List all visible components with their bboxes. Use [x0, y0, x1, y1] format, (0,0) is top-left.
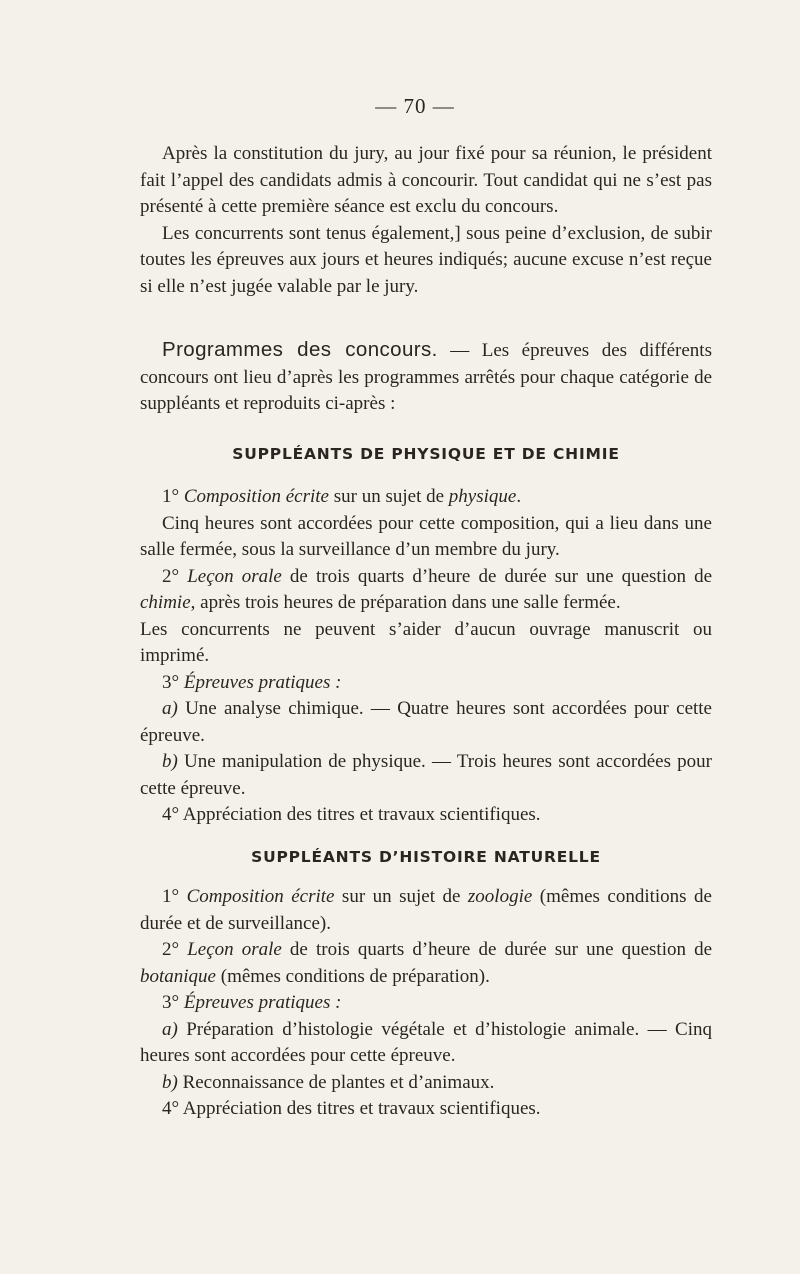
programmes-heading: Programmes des concours. — [162, 338, 438, 361]
s1-item-2: 2° Leçon orale de trois quarts d’heure de durée sur une question de chimie, après trois heures de préparation dans une salle fermée. — [140, 565, 713, 613]
s2-item-3a: a) Préparation d’histologie végétale et d’histologie animale. — Cinq heures sont accordées pour cette épreuve. — [140, 1018, 712, 1066]
section-title-histoire-naturelle: SUPPLÉANTS D’HISTOIRE NATURELLE — [251, 848, 601, 866]
s1-item-2-detail: Les concurrents ne peuvent s’aider d’aucun ouvrage manuscrit ou imprimé. — [140, 618, 712, 666]
s2-item-2: 2° Leçon orale de trois quarts d’heure de durée sur une question de botanique (mêmes conditions de préparation). — [140, 939, 713, 987]
s2-item-3b: b) Reconnaissance de plantes et d’animaux. — [162, 1071, 495, 1093]
s1-item-3a: a) Une analyse chimique. — Quatre heures sont accordées pour cette épreuve. — [140, 698, 712, 746]
programmes-block — [140, 337, 712, 418]
section-2-body — [140, 884, 712, 1123]
intro-block — [140, 141, 712, 300]
s1-item-3b: b) Une manipulation de physique. — Trois heures sont accordées pour cette épreuve. — [140, 751, 712, 799]
intro-paragraph-1: Après la constitution du jury, au jour fixé pour sa réunion, le président fait l’appel des candidats admis à concourir. Tout candidat qui ne s’est pas présenté à cette première séance est exclu du concours. — [140, 143, 712, 217]
intro-paragraph-2: Les concurrents sont tenus également,] sous peine d’exclusion, de subir toutes les épreuves aux jours et heures indiqués; aucune excuse n’est reçue si elle n’est jugée valable par le jury. — [140, 222, 712, 297]
s1-item-4: 4° Appréciation des titres et travaux scientifiques. — [162, 804, 541, 825]
page-number: — 70 — — [375, 94, 455, 118]
programmes-text: — Les épreuves des différents concours ont lieu d’après les programmes arrêtés pour chaque catégorie de suppléants et reproduits ci-après : — [140, 340, 712, 414]
programmes-paragraph — [140, 337, 712, 418]
s2-item-3: 3° Épreuves pratiques : — [162, 992, 342, 1013]
s1-item-1: 1° Composition écrite sur un sujet de physique. — [162, 486, 522, 507]
section-title-physique-chimie: SUPPLÉANTS DE PHYSIQUE ET DE CHIMIE — [232, 445, 620, 463]
section-1-body — [140, 484, 712, 829]
s1-item-3: 3° Épreuves pratiques : — [162, 671, 342, 693]
s2-item-4: 4° Appréciation des titres et travaux scientifiques. — [162, 1098, 541, 1119]
s2-item-1: 1° Composition écrite sur un sujet de zoologie (mêmes conditions de durée et de surveillance). — [140, 886, 712, 934]
s1-item-1-detail: Cinq heures sont accordées pour cette composition, qui a lieu dans une salle fermée, sous la surveillance d’un membre du jury. — [140, 512, 712, 560]
